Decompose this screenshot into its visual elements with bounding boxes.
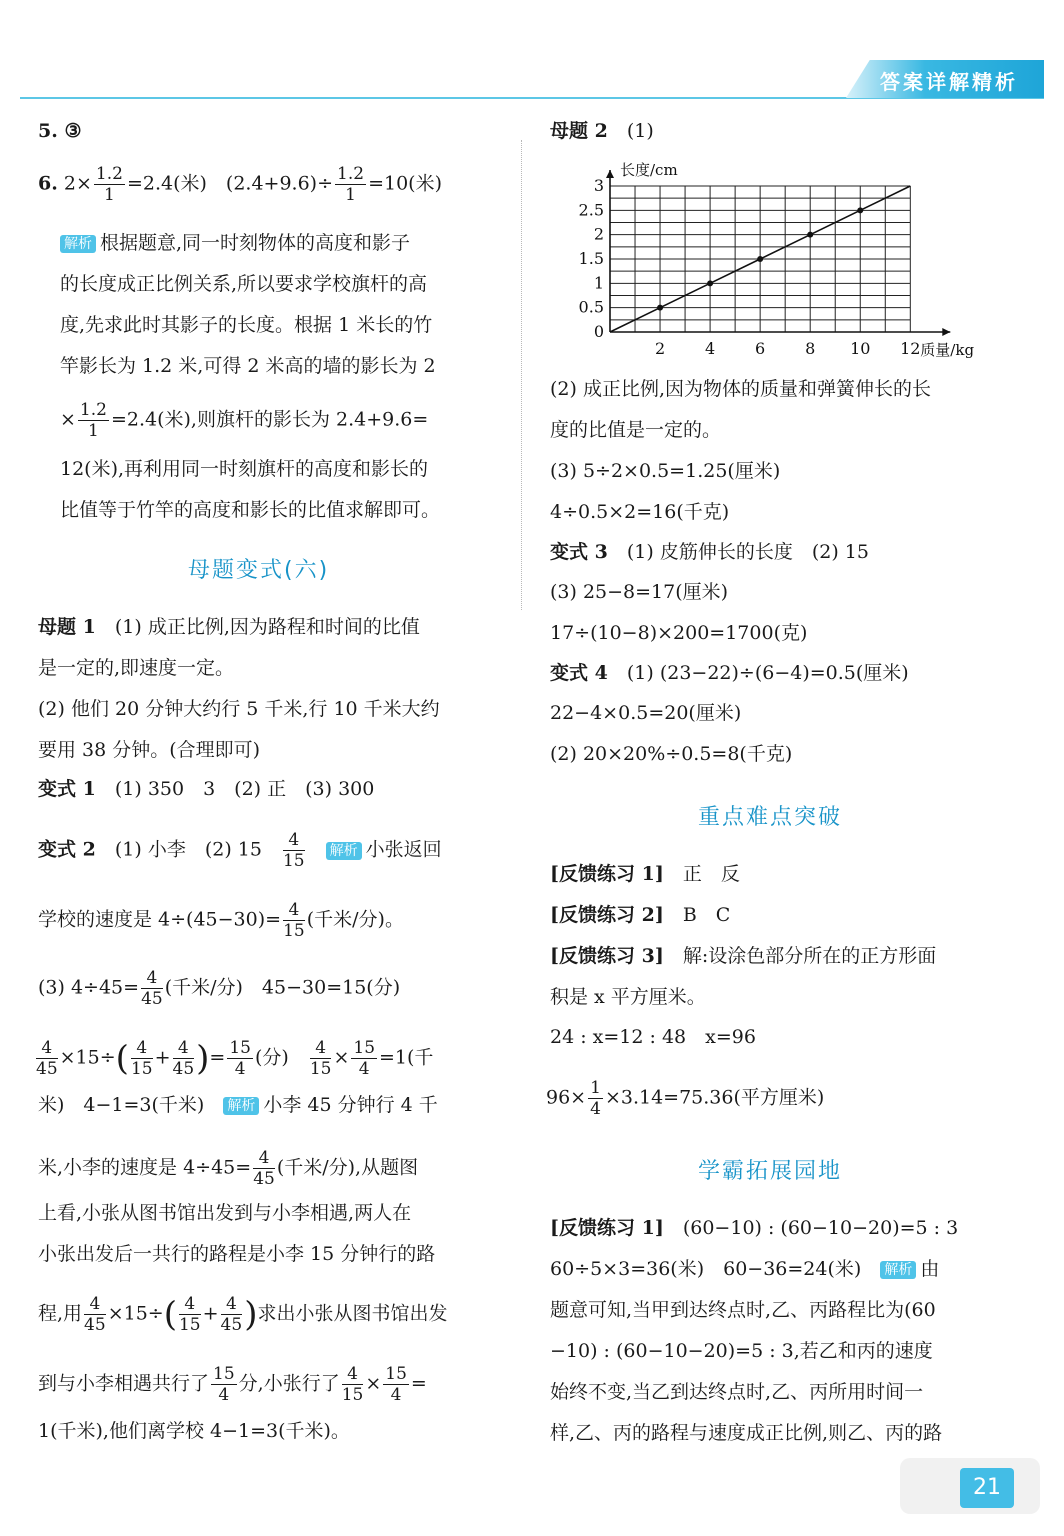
extension-feedback-1-line: 题意可知,当甲到达终点时,乙、丙路程比为(60 [550,1299,936,1321]
mother-question-2-line: (3) 5÷2×0.5=1.25(厘米) [550,460,781,482]
fraction: $\frac{4}{45}$ [84,1294,106,1335]
extension-feedback-1: [反馈练习 1] (60−10) : (60−10−20)=5 : 3 [550,1217,959,1239]
variant-2: 变式 2 (1) 小李 (2) 15 $\frac{4}{15}$ 解析 小张返回 [38,830,442,871]
explanation-6-line: 12(米),再利用同一时刻旗杆的高度和影长的 [60,458,429,480]
variant-2-line: 小张出发后一共行的路程是小李 15 分钟行的路 [38,1243,436,1265]
explanation-6-line: 的长度成正比例关系,所以要求学校旗杆的高 [60,273,428,295]
variant-4-line: 22−4×0.5=20(厘米) [550,702,742,724]
jiexi-badge: 解析 [326,842,362,860]
extension-feedback-1-line: 60÷5×3=36(米) 60−36=24(米) 解析 由 [550,1258,940,1280]
chart-ticks [579,176,921,358]
extension-feedback-1-line: 始终不变,当乙到达终点时,乙、丙所用时间一 [550,1381,924,1403]
feedback-3: [反馈练习 3] 解:设涂色部分所在的正方形面 [550,945,937,967]
variant-2-line: 米) 4−1=3(千米) 解析 小李 45 分钟行 4 千 [38,1094,438,1116]
mother-question-2: 母题 2 (1) [550,120,654,142]
x-tick-label: 4 [705,339,716,358]
extension-feedback-1-line: −10) : (60−10−20)=5 : 3,若乙和丙的速度 [550,1340,933,1362]
feedback-3-line: 24 : x=12 : 48 x=96 [550,1026,756,1048]
fraction: $\frac{4}{15}$ [178,1294,201,1335]
data-point [707,280,713,286]
x-tick-label: 8 [805,339,816,358]
spring-length-chart [548,155,1008,370]
chart-xlabel: 质量/kg [920,341,975,359]
mother-question-2-line: 4÷0.5×2=16(千克) [550,501,730,523]
data-point [857,207,863,213]
fraction: $\frac{4}{15}$ [341,1364,364,1405]
variant-2-line: 学校的速度是 4÷(45−30)= $\frac{4}{15}$ (千米/分)。 [38,900,404,941]
fraction: $\frac{1.2}{1}$ [337,164,365,205]
explanation-6-line: 解析 根据题意,同一时刻物体的高度和影子 [60,230,410,256]
x-tick-label: 2 [654,339,666,358]
fraction: $\frac{15}{4}$ [229,1038,251,1079]
y-tick-label: 3 [593,175,604,195]
variant-4: 变式 4 (1) (23−22)÷(6−4)=0.5(厘米) [550,662,909,684]
explanation-6-line: 竿影长为 1.2 米,可得 2 米高的墙的影长为 2 [60,355,436,377]
fraction: $\frac{15}{4}$ [353,1038,376,1079]
chart-axes [606,170,950,336]
explanation-6-frac-line: × $\frac{1.2}{1}$ =2.4(米),则旗杆的影长为 2.4+9.6= [60,400,429,441]
fraction: $\frac{4}{45}$ [172,1038,195,1079]
feedback-2: [反馈练习 2] B C [550,904,731,926]
variant-2-line: 程,用 $\frac{4}{45}$ ×15÷( $\frac{4}{15}$ + $\frac{4}{45}$ )求出小张从图书馆出发 [38,1294,448,1335]
page-number: 21 [960,1468,1014,1508]
chart-ylabel: 长度/cm [620,161,678,179]
variant-2-line: 1(千米),他们离学校 4−1=3(千米)。 [38,1420,350,1442]
fraction: $\frac{1.2}{1}$ [79,400,107,441]
answer-5: 5. ③ [38,120,82,142]
variant-2-line: (3) 4÷45= $\frac{4}{45}$ (千米/分) 45−30=15(分) [38,968,401,1009]
feedback-3-line: 积是 x 平方厘米。 [550,986,706,1008]
mother-question-1-line: 是一定的,即速度一定。 [38,657,235,679]
data-point [757,256,763,262]
variant-2-line: 上看,小张从图书馆出发到与小李相遇,两人在 [38,1202,412,1224]
mother-question-2-line: 度的比值是一定的。 [550,419,722,441]
explanation-6-line: 比值等于竹竿的高度和影长的比值求解即可。 [60,499,441,521]
variant-2-line: $\frac{4}{45}$ ×15÷( $\frac{4}{15}$ + $\frac{4}{45}$ )= $\frac{15}{4}$ (分) $\frac{4}{15}$ × $\frac{15}{4}$ =1(千 [36,1038,434,1079]
fraction: $\frac{4}{15}$ [283,900,305,941]
fraction: $\frac{15}{4}$ [213,1364,235,1405]
mother-question-1: 母题 1 (1) 成正比例,因为路程和时间的比值 [38,616,420,638]
y-tick-label: 1.5 [578,248,604,268]
column-divider [521,140,522,610]
y-tick-label: 1 [593,273,604,293]
fraction: $\frac{1}{4}$ [590,1078,601,1119]
feedback-1: [反馈练习 1] 正 反 [550,863,740,885]
x-tick-label: 10 [850,339,871,358]
mother-question-1-line: 要用 38 分钟。(合理即可) [38,739,261,761]
answer-6-text-b: =2.4(米) (2.4+9.6)÷ [126,172,334,195]
explanation-6-line: 度,先求此时其影子的长度。根据 1 米长的竹 [60,314,433,336]
jiexi-badge: 解析 [60,235,96,253]
variant-3: 变式 3 (1) 皮筋伸长的长度 (2) 15 [550,541,869,563]
x-axis-arrow [942,328,950,336]
feedback-3-frac-line: 96× $\frac{1}{4}$ ×3.14=75.36(平方厘米) [546,1078,825,1119]
mother-question-2-line: (2) 成正比例,因为物体的质量和弹簧伸长的长 [550,378,931,400]
fraction: $\frac{4}{15}$ [282,830,305,871]
fraction: $\frac{4}{45}$ [220,1294,243,1335]
variant-1: 变式 1 (1) 350 3 (2) 正 (3) 300 [38,778,375,800]
y-tick-label: 0 [593,322,604,341]
y-tick-label: 2 [593,224,604,244]
y-tick-label: 2.5 [578,200,604,220]
x-tick-label: 12 [900,339,921,358]
fraction: $\frac{1.2}{1}$ [95,164,123,205]
extension-feedback-1-line: 样,乙、丙的路程与速度成正比例,则乙、丙的路 [550,1422,943,1444]
section-title-extension: 学霸拓展园地 [698,1159,843,1184]
section-title-variants-6: 母题变式(六) [188,558,330,583]
jiexi-badge: 解析 [223,1097,259,1115]
y-tick-label: 0.5 [578,297,604,317]
variant-4-line: (2) 20×20%÷0.5=8(千克) [550,743,793,765]
variant-2-line: 米,小李的速度是 4÷45= $\frac{4}{45}$ (千米/分),从题图 [38,1148,419,1189]
data-point [657,305,663,311]
x-tick-label: 6 [755,339,766,358]
fraction: $\frac{4}{45}$ [253,1148,275,1189]
jiexi-badge: 解析 [880,1261,916,1279]
header-tab-label: 答案详解精析 [880,70,1018,94]
mother-question-1-line: (2) 他们 20 分钟大约行 5 千米,行 10 千米大约 [38,698,440,720]
variant-2-line: 到与小李相遇共行了 $\frac{15}{4}$ 分,小张行了 $\frac{4}{15}$ × $\frac{15}{4}$ = [38,1364,427,1405]
fraction: $\frac{4}{45}$ [36,1038,58,1079]
data-point [807,232,813,238]
section-title-key-points: 重点难点突破 [698,805,843,830]
answer-6-num: 6. [38,172,58,195]
answer-6 [38,164,442,205]
fraction: $\frac{4}{15}$ [130,1038,153,1079]
fraction: $\frac{4}{15}$ [309,1038,332,1079]
answer-6-text-a: 2× [63,172,92,195]
fraction: $\frac{15}{4}$ [385,1364,407,1405]
variant-3-line: (3) 25−8=17(厘米) [550,581,729,603]
answer-6-text-c: =10(米) [368,172,442,195]
variant-3-line: 17÷(10−8)×200=1700(克) [550,622,808,644]
fraction: $\frac{4}{45}$ [141,968,163,1009]
y-axis-arrow [606,170,614,178]
